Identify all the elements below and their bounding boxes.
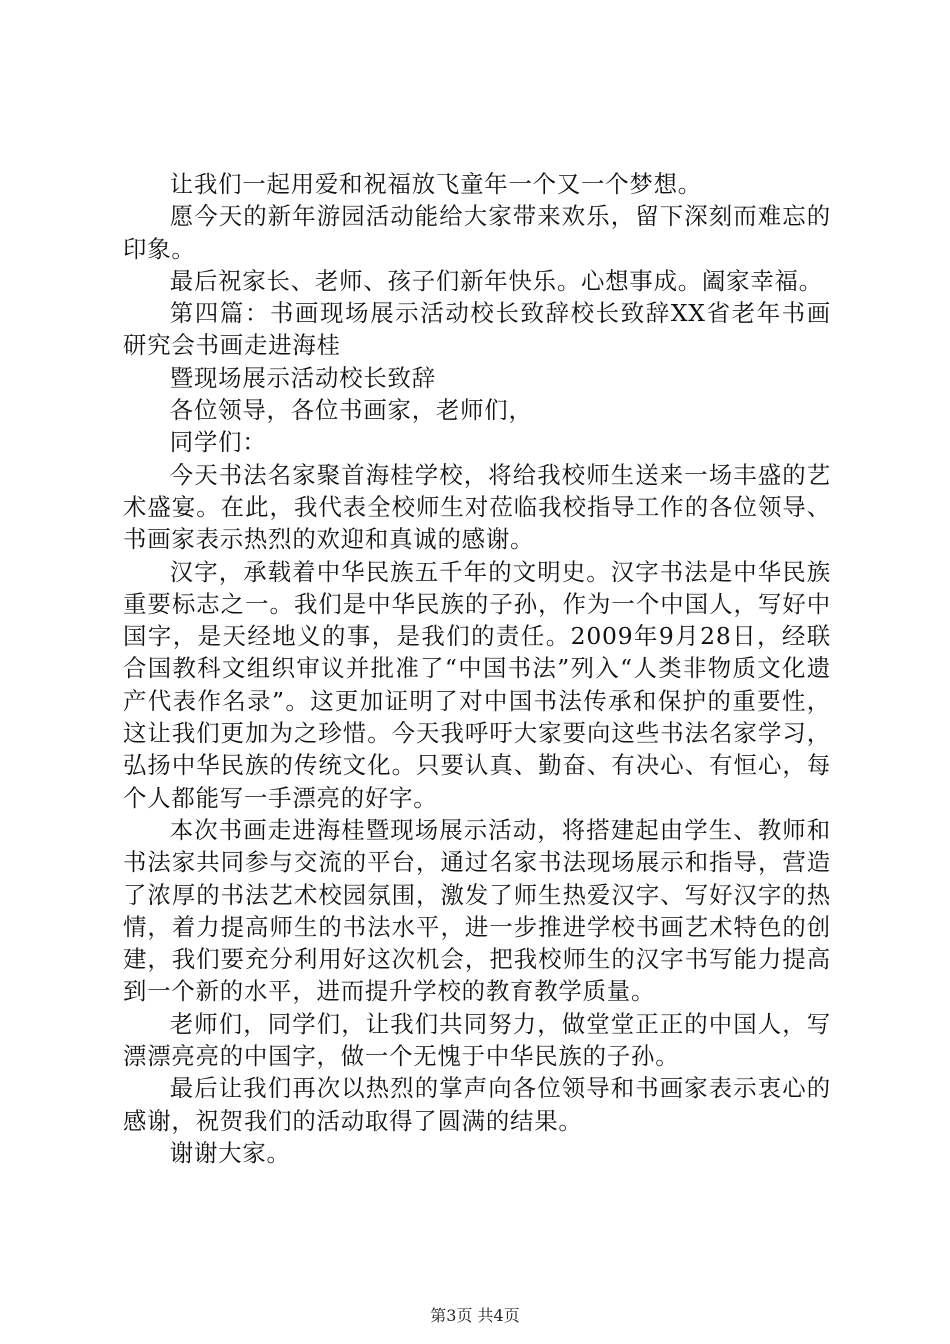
salutation-line: 各位领导，各位书画家，老师们， <box>169 396 533 425</box>
paragraph-calligraphy-history: 汉字，承载着中华民族五千年的文明史。汉字书法是中华民族重要标志之一。我们是中华民族的子孙，作为一个中国人，写好中国字，是天经地义的事，是我们的责任。2009年9月28日，经联合国教科文组织审议并批准了“中国书法”列入“人类非物质文化遗产代表作名录”。这更加证明了对中国书法传承和保护的重要性，这让我们更加为之珍惜。今天我呼吁大家要向这些书法名家学习，弘扬中华民族的传统文化。只要认真、勤奋、有决心、有恒心，每个人都能写一手漂亮的好字。 <box>123 557 831 812</box>
page-number-footer: 第3页 共4页 <box>430 1306 520 1325</box>
section-heading: 第四篇：书画现场展示活动校长致辞校长致辞XX省老年书画研究会书画走进海桂 <box>123 299 831 360</box>
paragraph-event-purpose: 本次书画走进海桂暨现场展示活动，将搭建起由学生、教师和书法家共同参与交流的平台，通过名家书法现场展示和指导，营造了浓厚的书法艺术校园氛围，激发了师生热爱汉字、写好汉字的热情，着力提高师生的书法水平，进一步推进学校书画艺术特色的创建，我们要充分利用好这次机会，把我校师生的汉字书写能力提高到一个新的水平，进而提升学校的教育教学质量。 <box>123 815 831 1006</box>
paragraph-closing-wish: 让我们一起用爱和祝福放飞童年一个又一个梦想。 <box>169 170 702 198</box>
paragraph-welcome: 今天书法名家聚首海桂学校，将给我校师生送来一场丰盛的艺术盛宴。在此，我代表全校师生对莅临我校指导工作的各位领导、书画家表示热烈的欢迎和真诚的感谢。 <box>123 460 831 554</box>
paragraph-call-to-action: 老师们，同学们，让我们共同努力，做堂堂正正的中国人，写漂漂亮亮的中国字，做一个无愧于中华民族的子孙。 <box>123 1009 831 1071</box>
section-subheading: 暨现场展示活动校长致辞 <box>169 363 436 392</box>
paragraph-thanks: 最后让我们再次以热烈的掌声向各位领导和书画家表示衷心的感谢，祝贺我们的活动取得了圆满的结果。 <box>123 1074 831 1135</box>
paragraph-new-year-greeting: 最后祝家长、老师、孩子们新年快乐。心想事成。阖家幸福。 <box>169 266 823 295</box>
document-body <box>123 168 831 1169</box>
salutation-students: 同学们： <box>169 428 267 457</box>
paragraph-closing: 谢谢大家。 <box>169 1138 291 1167</box>
paragraph-event-wish: 愿今天的新年游园活动能给大家带来欢乐，留下深刻而难忘的印象。 <box>123 202 831 263</box>
